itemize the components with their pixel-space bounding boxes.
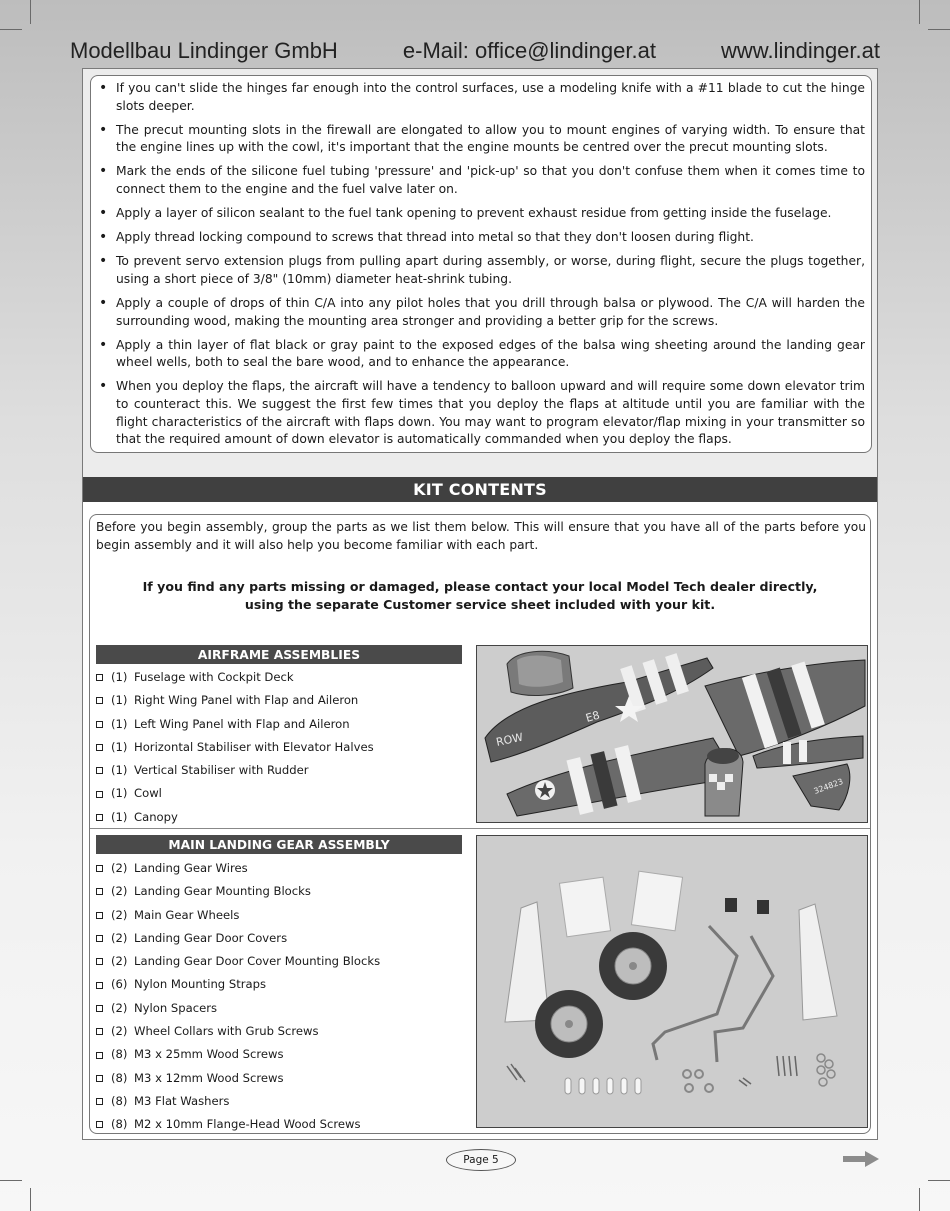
tip-item: • If you can't slide the hinges far enough into the control surfaces, use a modeling knife with a #11 blade to cut the hinge slots deeper. xyxy=(97,80,865,115)
checkbox-icon[interactable] xyxy=(96,958,103,965)
checkbox-icon[interactable] xyxy=(96,1052,103,1059)
email-address[interactable]: e-Mail: office@lindinger.at xyxy=(402,38,656,63)
missing-parts-notice xyxy=(90,578,870,614)
tip-item: • When you deploy the flaps, the aircraft will have a tendency to balloon upward and will require some down elevator trim to counteract this. We suggest the first few times that you deploy the flaps at altitude until you are familiar with the flight characteristics of the aircraft with flaps down. You may want to program elevator/flap mixing in your transmitter so that the required amount of down elevator is automatically commanded when you deploy the flaps. xyxy=(97,378,865,448)
kit-contents-box xyxy=(89,514,871,1134)
checkbox-icon[interactable] xyxy=(96,888,103,895)
parts-list-item[interactable]: (6) Nylon Mounting Straps xyxy=(96,973,380,996)
crop-mark xyxy=(919,1188,920,1211)
tips-list xyxy=(97,80,865,449)
crop-mark xyxy=(0,29,22,30)
company-name: Modellbau Lindinger GmbH xyxy=(70,38,338,63)
checkbox-icon[interactable] xyxy=(96,744,103,751)
notice-line-1: If you find any parts missing or damaged, please contact your local Model Tech dealer directly, xyxy=(142,579,818,594)
landing-gear-photo xyxy=(476,835,868,1128)
tip-item: • Apply a couple of drops of thin C/A into any pilot holes that you drill through balsa or plywood. The C/A will harden the surrounding wood, making the mounting area stronger and providing a better grip for the screws. xyxy=(97,295,865,330)
parts-list-item[interactable]: (2) Landing Gear Wires xyxy=(96,857,380,880)
kit-contents-heading: KIT CONTENTS xyxy=(83,477,877,502)
checkbox-icon[interactable] xyxy=(96,982,103,989)
crop-mark xyxy=(30,0,31,24)
checkbox-icon[interactable] xyxy=(96,912,103,919)
parts-list-item[interactable]: (1) Vertical Stabiliser with Rudder xyxy=(96,759,374,782)
page-content-frame xyxy=(82,68,878,1140)
notice-line-2: using the separate Customer service sheet included with your kit. xyxy=(244,597,716,612)
crop-mark xyxy=(928,1180,950,1181)
tips-box xyxy=(90,75,872,453)
parts-list-item[interactable]: (1) Canopy xyxy=(96,806,374,829)
kit-intro-text: Before you begin assembly, group the parts as we list them below. This will ensure that you have all of the parts before you begin assembly and it will also help you become familiar with each part. xyxy=(96,520,866,552)
tip-item: • Mark the ends of the silicone fuel tubing 'pressure' and 'pick-up' so that you don't confuse them when it comes time to connect them to the engine and the fuel valve later on. xyxy=(97,163,865,198)
kit-contents-section xyxy=(83,502,877,1139)
tip-item: • Apply thread locking compound to screws that thread into metal so that they don't loosen during flight. xyxy=(97,229,865,247)
checkbox-icon[interactable] xyxy=(96,1098,103,1105)
checkbox-icon[interactable] xyxy=(96,721,103,728)
checkbox-icon[interactable] xyxy=(96,1121,103,1128)
tip-item: • To prevent servo extension plugs from pulling apart during assembly, or worse, during flight, secure the plugs together, using a short piece of 3/8" (10mm) diameter heat-shrink tubing. xyxy=(97,253,865,288)
checkbox-icon[interactable] xyxy=(96,674,103,681)
page-number-label: Page 5 xyxy=(446,1149,516,1171)
parts-list-item[interactable]: (1) Horizontal Stabiliser with Elevator Halves xyxy=(96,736,374,759)
airframe-photo xyxy=(476,645,868,823)
tip-item: • Apply a thin layer of flat black or gray paint to the exposed edges of the balsa wing sheeting around the landing gear wheel wells, both to seal the bare wood, and to enhance the appearance. xyxy=(97,337,865,372)
parts-list-item[interactable]: (8) M3 Flat Washers xyxy=(96,1090,380,1113)
airframe-heading: AIRFRAME ASSEMBLIES xyxy=(96,645,462,664)
landing-gear-heading: MAIN LANDING GEAR ASSEMBLY xyxy=(96,835,462,854)
crop-mark xyxy=(928,29,950,30)
tip-item: • The precut mounting slots in the firewall are elongated to allow you to mount engines of varying width. To ensure that the engine lines up with the cowl, it's important that the engine mounts be centred over the precut mounting slots. xyxy=(97,122,865,157)
tail-code: 324823 xyxy=(812,776,845,796)
parts-list-item[interactable]: (2) Landing Gear Door Covers xyxy=(96,927,380,950)
page-header xyxy=(70,36,880,66)
checkbox-icon[interactable] xyxy=(96,1005,103,1012)
airframe-list xyxy=(96,666,374,829)
parts-list-item[interactable]: (8) M3 x 12mm Wood Screws xyxy=(96,1067,380,1090)
parts-list-item[interactable]: (8) M2 x 10mm Flange-Head Wood Screws xyxy=(96,1113,380,1136)
parts-list-item[interactable]: (2) Landing Gear Mounting Blocks xyxy=(96,880,380,903)
right-arrow-icon[interactable] xyxy=(843,1151,879,1167)
crop-mark xyxy=(30,1188,31,1211)
parts-list-item[interactable]: (1) Left Wing Panel with Flap and Aileron xyxy=(96,713,374,736)
parts-list-item[interactable]: (2) Nylon Spacers xyxy=(96,997,380,1020)
crop-mark xyxy=(919,0,920,24)
checkbox-icon[interactable] xyxy=(96,814,103,821)
checkbox-icon[interactable] xyxy=(96,935,103,942)
tip-item: • Apply a layer of silicon sealant to the fuel tank opening to prevent exhaust residue from getting inside the fuselage. xyxy=(97,205,865,223)
checkbox-icon[interactable] xyxy=(96,1075,103,1082)
parts-list-item[interactable]: (8) M3 x 25mm Wood Screws xyxy=(96,1043,380,1066)
checkbox-icon[interactable] xyxy=(96,865,103,872)
parts-list-item[interactable]: (2) Main Gear Wheels xyxy=(96,904,380,927)
landing-gear-list xyxy=(96,857,380,1137)
checkbox-icon[interactable] xyxy=(96,767,103,774)
parts-list-item[interactable]: (2) Wheel Collars with Grub Screws xyxy=(96,1020,380,1043)
parts-list-item[interactable]: (1) Right Wing Panel with Flap and Aileron xyxy=(96,689,374,712)
checkbox-icon[interactable] xyxy=(96,1028,103,1035)
checkbox-icon[interactable] xyxy=(96,697,103,704)
parts-list-item[interactable]: (1) Cowl xyxy=(96,782,374,805)
checkbox-icon[interactable] xyxy=(96,791,103,798)
fuselage-code: E8 xyxy=(584,708,602,725)
parts-list-item[interactable]: (1) Fuselage with Cockpit Deck xyxy=(96,666,374,689)
crop-mark xyxy=(0,1180,22,1181)
section-divider xyxy=(90,828,870,829)
website-link[interactable]: www.lindinger.at xyxy=(721,38,880,63)
parts-list-item[interactable]: (2) Landing Gear Door Cover Mounting Blocks xyxy=(96,950,380,973)
fuselage-lettering: ROW xyxy=(494,730,525,749)
